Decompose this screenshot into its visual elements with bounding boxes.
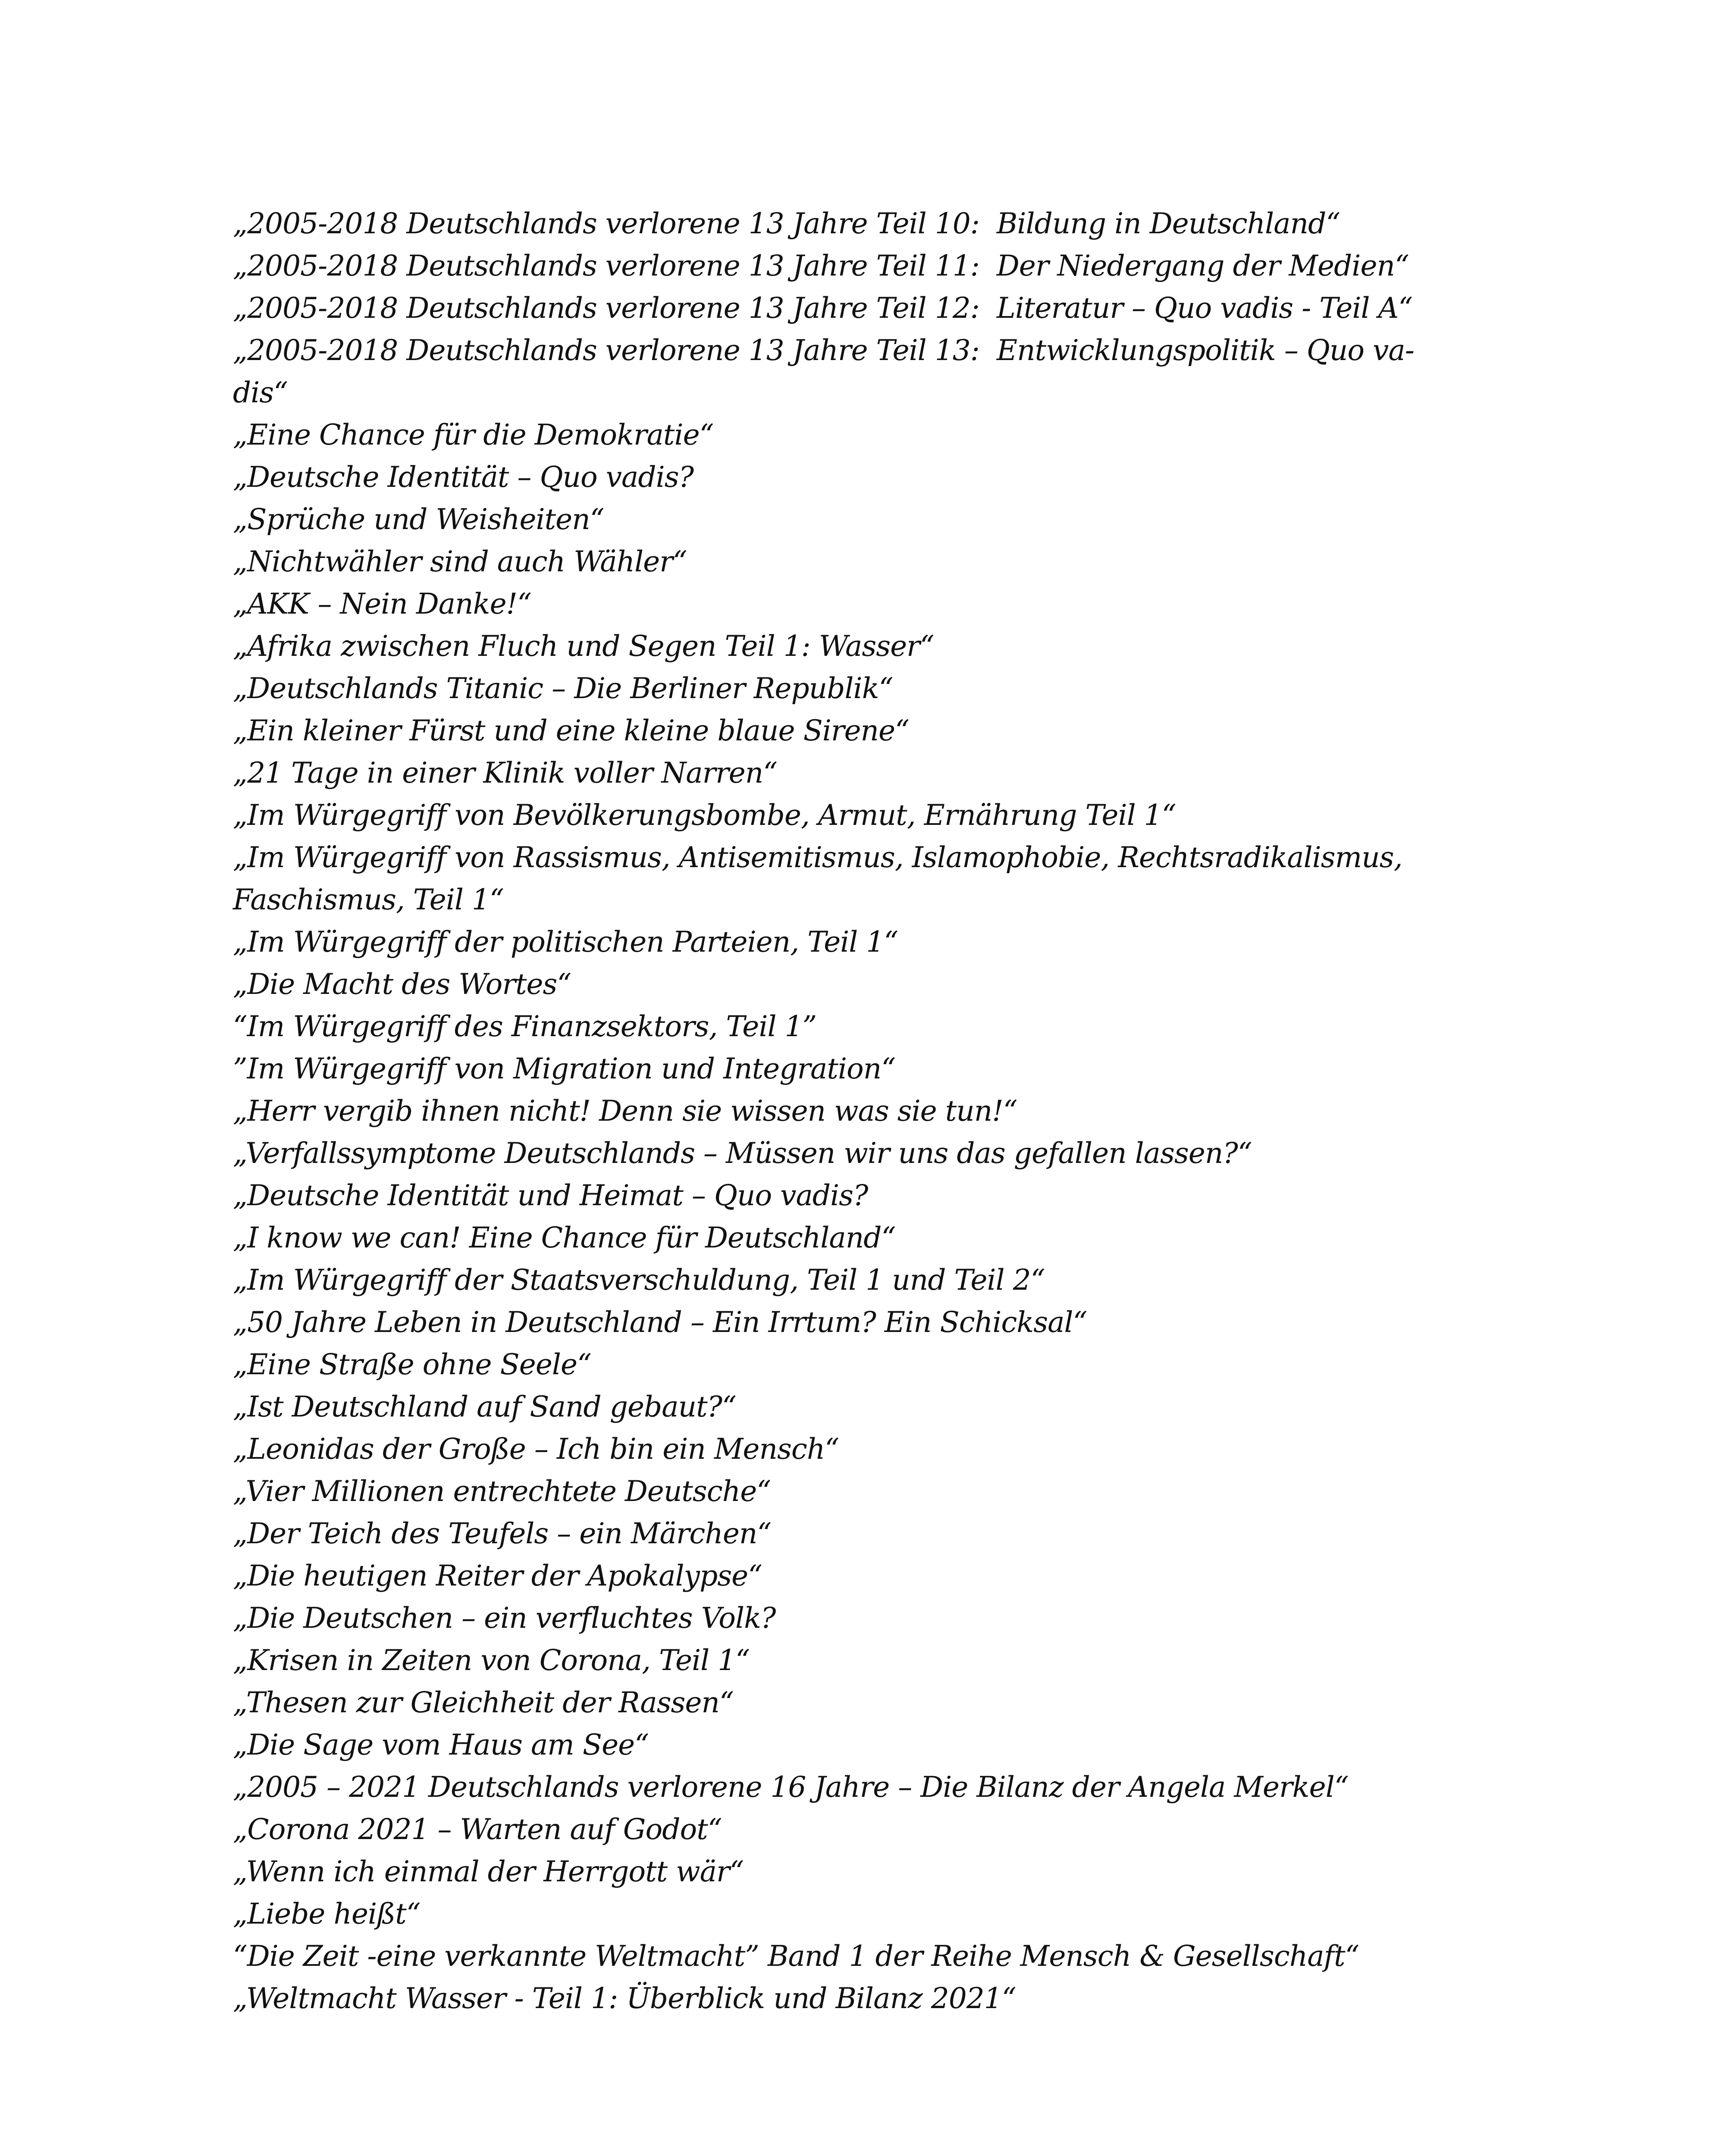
title-line: “Im Würgegriff des Finanzsektors, Teil 1” [233,1010,817,1043]
title-line: „21 Tage in einer Klinik voller Narren“ [233,756,777,790]
title-line: „Thesen zur Gleichheit der Rassen“ [233,1686,734,1719]
title-line: „2005 – 2021 Deutschlands verlorene 16 Jahre – Die Bilanz der Angela Merkel“ [233,1771,1349,1804]
title-line: „Deutsche Identität – Quo vadis? [233,461,694,494]
title-line: „AKK – Nein Danke!“ [233,587,531,620]
title-line: „Corona 2021 – Warten auf Godot“ [233,1813,722,1846]
title-line: „Sprüche und Weisheiten“ [233,503,604,536]
title-line: „Im Würgegriff von Bevölkerungsbombe, Armut, Ernährung Teil 1“ [233,799,1176,832]
title-line: dis“ [233,376,288,409]
title-line: „Ist Deutschland auf Sand gebaut?“ [233,1390,736,1423]
title-line: „2005-2018 Deutschlands verlorene 13 Jahre Teil 12: Literatur – Quo vadis - Teil A“ [233,291,1412,325]
title-line: Faschismus, Teil 1“ [233,883,504,916]
title-list [233,203,1509,2020]
title-line: „Weltmacht Wasser - Teil 1: Überblick und Bilanz 2021“ [233,1982,1016,2015]
title-line: “Die Zeit -eine verkannte Weltmacht” Band 1 der Reihe Mensch & Gesellschaft“ [233,1940,1359,1973]
title-line: „Leonidas der Große – Ich bin ein Mensch“ [233,1432,839,1466]
title-line: „2005-2018 Deutschlands verlorene 13 Jahre Teil 10: Bildung in Deutschland“ [233,207,1340,240]
title-line: „Im Würgegriff der Staatsverschuldung, Teil 1 und Teil 2“ [233,1263,1045,1297]
title-line: „Die Deutschen – ein verfluchtes Volk? [233,1601,776,1635]
title-line: „Vier Millionen entrechtete Deutsche“ [233,1475,771,1508]
title-line: „Krisen in Zeiten von Corona, Teil 1“ [233,1644,750,1677]
title-line: „Wenn ich einmal der Herrgott wär“ [233,1855,744,1888]
title-line: „Eine Chance für die Demokratie“ [233,418,714,451]
title-line: „Nichtwähler sind auch Wähler“ [233,545,687,578]
title-line: „Ein kleiner Fürst und eine kleine blaue Sirene“ [233,714,909,747]
title-line: „Im Würgegriff von Rassismus, Antisemitismus, Islamophobie, Rechtsradikalismus, [233,841,1403,874]
title-line: „Die Sage vom Haus am See“ [233,1728,649,1761]
title-line: ”Im Würgegriff von Migration und Integration“ [233,1052,896,1085]
title-line: „Verfallssymptome Deutschlands – Müssen wir uns das gefallen lassen?“ [233,1137,1252,1170]
title-line: „I know we can! Eine Chance für Deutschland“ [233,1221,896,1254]
title-line: „2005-2018 Deutschlands verlorene 13 Jahre Teil 11: Der Niedergang der Medien“ [233,249,1409,282]
title-line: „50 Jahre Leben in Deutschland – Ein Irrtum? Ein Schicksal“ [233,1306,1087,1339]
title-line: „Herr vergib ihnen nicht! Denn sie wissen was sie tun!“ [233,1094,1017,1128]
title-line: „Eine Straße ohne Seele“ [233,1348,591,1381]
title-line: „Afrika zwischen Fluch und Segen Teil 1: Wasser“ [233,630,934,663]
title-line: „Deutschlands Titanic – Die Berliner Republik“ [233,672,893,705]
title-line: „Im Würgegriff der politischen Parteien, Teil 1“ [233,925,898,959]
title-line: „Deutsche Identität und Heimat – Quo vadis? [233,1179,868,1212]
title-line: „2005-2018 Deutschlands verlorene 13 Jahre Teil 13: Entwicklungspolitik – Quo va- [233,334,1414,367]
title-line: „Liebe heißt“ [233,1897,420,1930]
title-line: „Die heutigen Reiter der Apokalypse“ [233,1559,762,1592]
title-line: „Die Macht des Wortes“ [233,968,571,1001]
title-line: „Der Teich des Teufels – ein Märchen“ [233,1517,772,1550]
